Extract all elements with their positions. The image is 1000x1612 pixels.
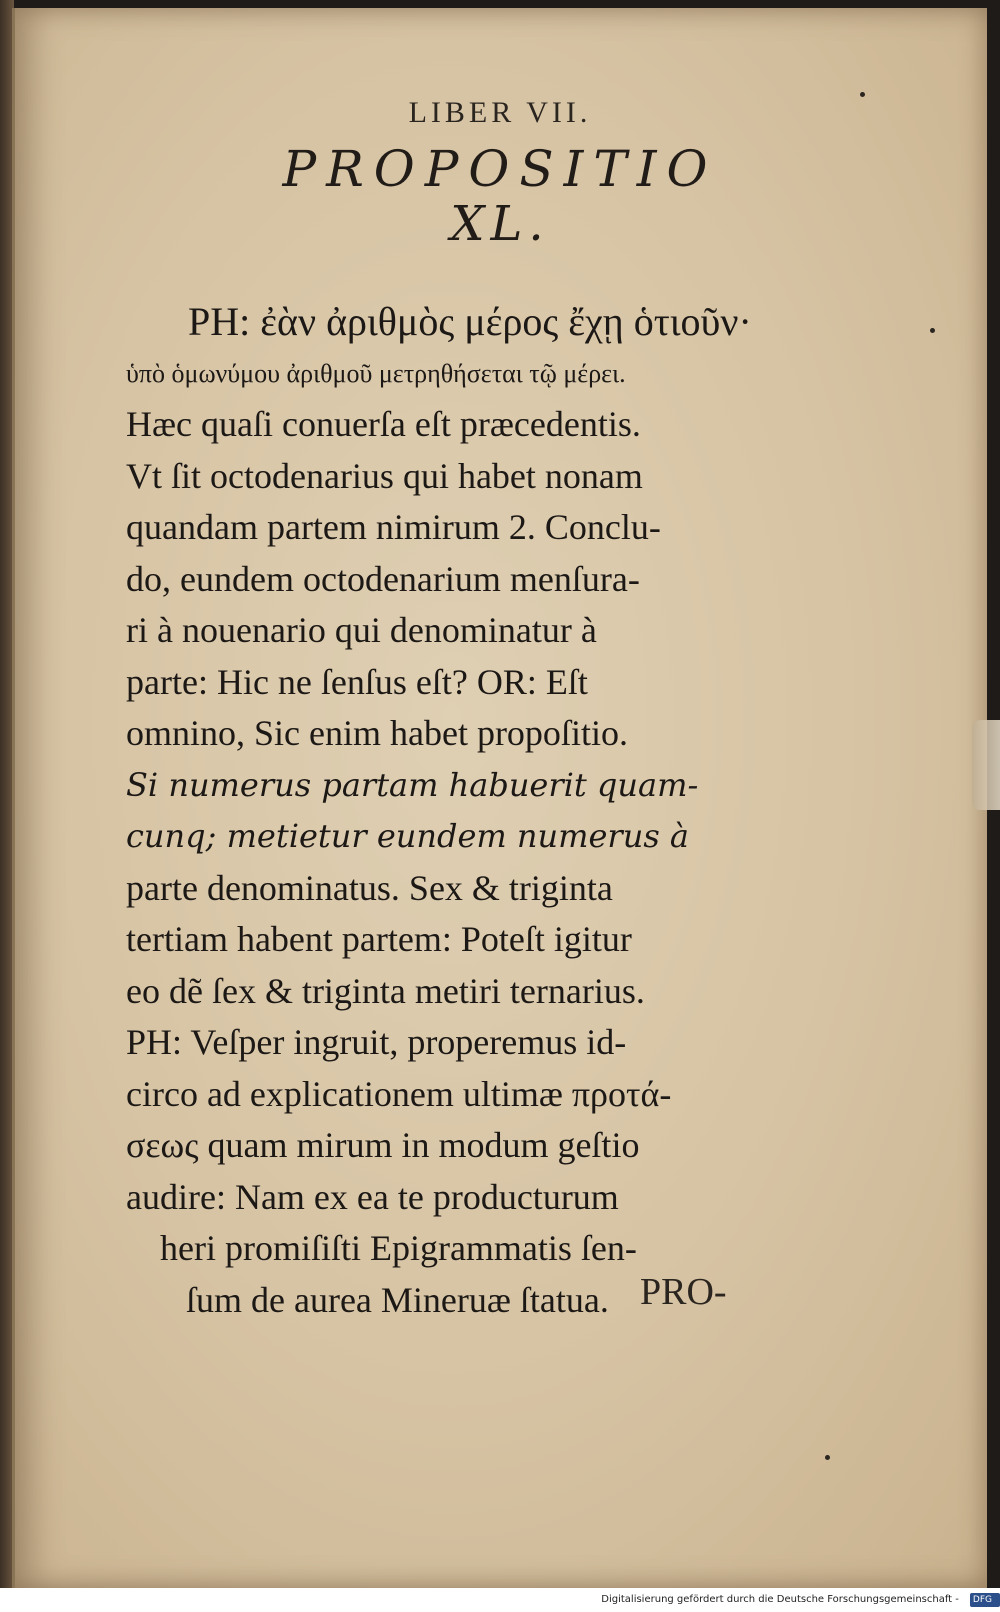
digitization-footer xyxy=(0,1588,1000,1612)
proposition-number: XL. xyxy=(450,196,550,252)
text-line: eo dẽ ſex & triginta metiri ternarius. xyxy=(126,970,645,1011)
text-line: PH: ἐὰν ἀριθμὸς μέρος ἔχῃ ὁτιοῦν· xyxy=(188,299,752,344)
dfg-logo: DFG xyxy=(970,1593,1000,1607)
text-line: tertiam habent partem: Poteſt igitur xyxy=(126,919,632,959)
ink-speck xyxy=(930,328,935,333)
footer-text: Digitalisierung gefördert durch die Deutsche Forschungsgemeinschaft - xyxy=(601,1594,959,1605)
catchword: PRO- xyxy=(640,1271,727,1313)
text-line: cunq; metietur eundem numerus à xyxy=(126,817,689,855)
text-line: PH: Veſper ingruit, properemus id- xyxy=(126,1022,627,1062)
proposition-title: PROPOSITIO xyxy=(282,140,718,198)
text-line: circo ad explicationem ultimæ προτά- xyxy=(126,1073,672,1114)
text-line: audire: Nam ex ea te producturum xyxy=(126,1176,619,1217)
text-line: heri promiſiſti Epigrammatis ſen- xyxy=(160,1228,637,1268)
text-line: Si numerus partam habuerit quam- xyxy=(126,765,699,804)
text-line: omnino, Sic enim habet propoſitio. xyxy=(126,713,628,753)
text-line: Hæc quaſi conuerſa eſt præcedentis. xyxy=(126,404,641,444)
text-line: ſum de aurea Mineruæ ſtatua. xyxy=(186,1279,609,1320)
text-line: ri à nouenario qui denominatur à xyxy=(126,610,597,650)
ink-speck xyxy=(825,1455,830,1460)
body-text xyxy=(126,296,786,1326)
text-line: σεως quam mirum in modum geſtio xyxy=(126,1125,640,1165)
page-tab xyxy=(972,720,1000,810)
text-line: ὑπὸ ὁμωνύμου ἀριθμοῦ μετρηθήσεται τῷ μέρει. xyxy=(126,358,626,388)
text-line: Vt ſit octodenarius qui habet nonam xyxy=(126,455,643,496)
running-head: LIBER VII. xyxy=(408,96,592,129)
text-line: do, eundem octodenarium menſura- xyxy=(126,558,640,599)
text-line: parte: Hic ne ſenſus eſt? OR: Eſt xyxy=(126,661,588,702)
text-line: quandam partem nimirum 2. Conclu- xyxy=(126,507,661,547)
text-line: parte denominatus. Sex & triginta xyxy=(126,867,613,908)
